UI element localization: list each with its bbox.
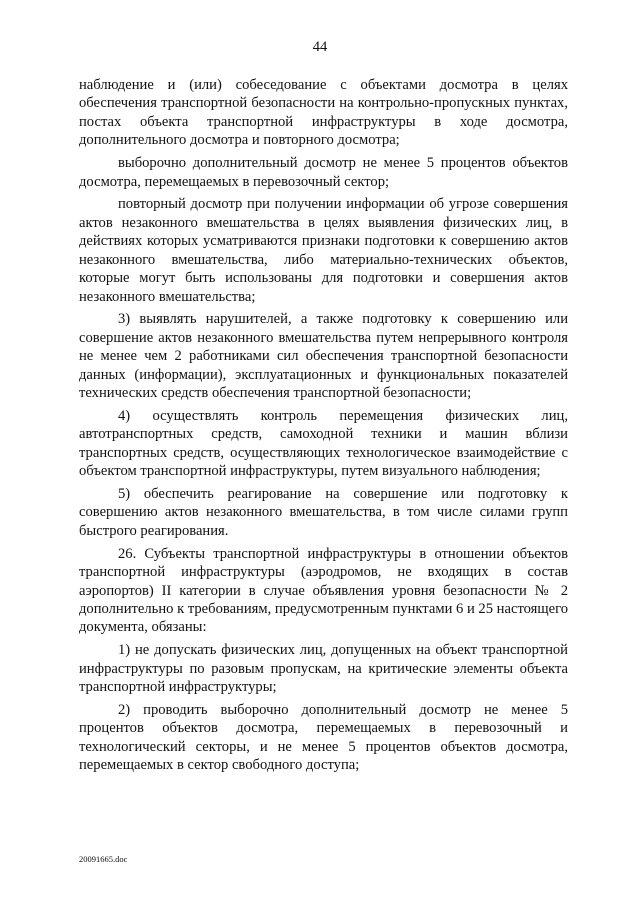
paragraph-repeat-screening: повторный досмотр при получении информации об угрозе совершения актов незаконного вмешательства в целях выявления физических лиц, в действиях которых усматриваются признаки подготовки к совершению актов незаконного вмешательства, либо материально-технических объектов, которые могут быть использованы для подготовки и совершения актов незаконного вмешательства; [79, 196, 568, 305]
footer-file-name: 20091665.doc [79, 854, 128, 864]
paragraph-clause-26: 26. Субъекты транспортной инфраструктуры в отношении объектов транспортной инфраструктуры (аэродромов, не входящих в состав аэропортов) II категории в случае объявления уровня безопасности № 2 дополнительно к требованиям, предусмотренным пунктами 6 и 25 настоящего документа, обязаны: [79, 545, 568, 636]
paragraph-item-4: 4) осуществлять контроль перемещения физических лиц, автотранспортных средств, самоходной техники и машин вблизи транспортных средств, осуществляющих технологическое взаимодействие с объектом транспортной инфраструктуры, путем визуального наблюдения; [79, 407, 568, 480]
paragraph-selective-screening: выборочно дополнительный досмотр не менее 5 процентов объектов досмотра, перемещаемых в перевозочный сектор; [79, 155, 568, 190]
paragraph-item-3: 3) выявлять нарушителей, а также подготовку к совершению или совершение актов незаконного вмешательства путем непрерывного контроля не менее чем 2 работниками сил обеспечения транспортной безопасности данных (информации), эксплуатационных и функциональных показателей технических средств обеспечения транспортной безопасности; [79, 311, 568, 402]
paragraph-clause-26-item-1: 1) не допускать физических лиц, допущенных на объект транспортной инфраструктуры по разовым пропускам, на критические элементы объекта транспортной инфраструктуры; [79, 642, 568, 696]
paragraph-item-5: 5) обеспечить реагирование на совершение или подготовку к совершению актов незаконного вмешательства, в том числе силами групп быстрого реагирования. [79, 486, 568, 539]
paragraph-clause-26-item-2: 2) проводить выборочно дополнительный досмотр не менее 5 процентов объектов досмотра, перемещаемых в перевозочный и технологический секторы, и не менее 5 процентов объектов досмотра, перемещаемых в сектор свободного доступа; [79, 701, 568, 774]
page-number: 44 [312, 39, 328, 55]
document-body [79, 76, 568, 779]
paragraph-continuation: наблюдение и (или) собеседование с объектами досмотра в целях обеспечения транспортной безопасности на контрольно-пропускных пунктах, постах объекта транспортной инфраструктуры в ходе досмотра, дополнительного досмотра и повторного досмотра; [79, 77, 568, 149]
